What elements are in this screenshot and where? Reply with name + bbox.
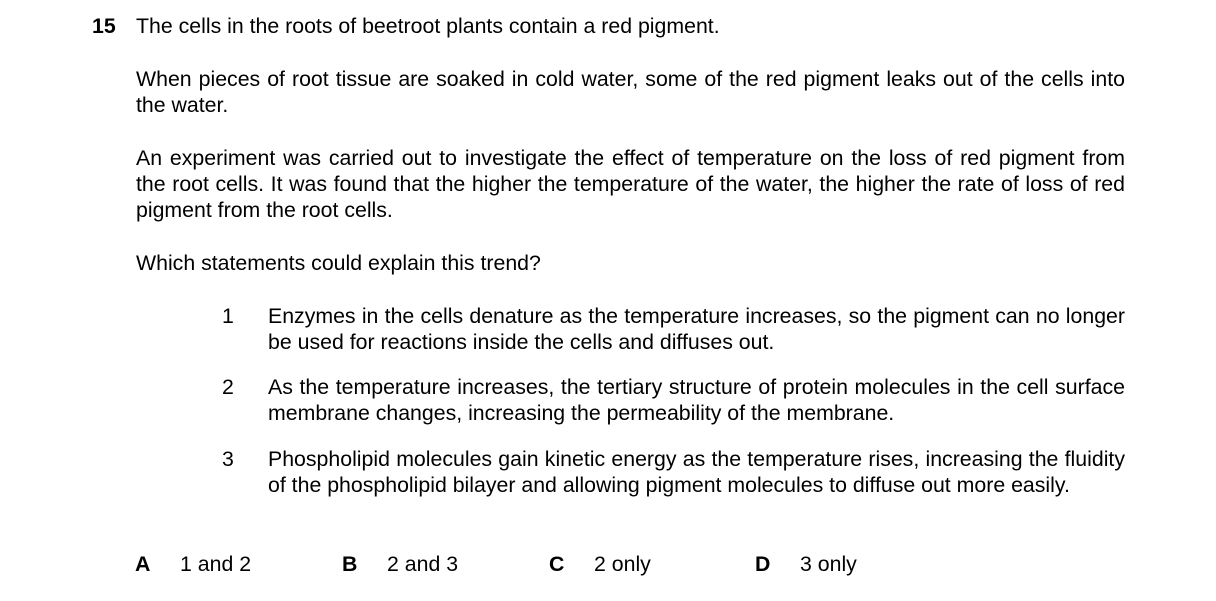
- statement-number: 3: [222, 447, 234, 471]
- statement-number: 2: [222, 375, 234, 399]
- question-number: 15: [92, 14, 116, 38]
- option-letter: B: [342, 552, 358, 576]
- statement-text: Phospholipid molecules gain kinetic energy as the temperature rises, increasing the fluidity of the phospholipid bilayer and allowing pigment molecules to diffuse out more easily.: [268, 447, 1125, 497]
- option-label: 2 only: [594, 552, 651, 576]
- question-context: When pieces of root tissue are soaked in cold water, some of the red pigment leaks out of the cells into the water.: [136, 67, 1125, 117]
- question-prompt: Which statements could explain this trend?: [136, 251, 541, 275]
- option-letter: D: [755, 552, 771, 576]
- statement-text: As the temperature increases, the tertiary structure of protein molecules in the cell surface membrane changes, increasing the permeability of the membrane.: [268, 375, 1125, 425]
- option-label: 2 and 3: [387, 552, 459, 576]
- question-experiment: An experiment was carried out to investigate the effect of temperature on the loss of red pigment from the root cells. It was found that the higher the temperature of the water, the higher the rate of loss of red pigment from the root cells.: [136, 146, 1125, 222]
- option-letter: A: [135, 552, 151, 576]
- statement-number: 1: [222, 304, 234, 328]
- option-label: 3 only: [800, 552, 857, 576]
- statement-text: Enzymes in the cells denature as the temperature increases, so the pigment can no longer be used for reactions inside the cells and diffuses out.: [268, 304, 1125, 354]
- option-label: 1 and 2: [180, 552, 252, 576]
- option-letter: C: [549, 552, 565, 576]
- question-intro: The cells in the roots of beetroot plants contain a red pigment.: [136, 14, 720, 38]
